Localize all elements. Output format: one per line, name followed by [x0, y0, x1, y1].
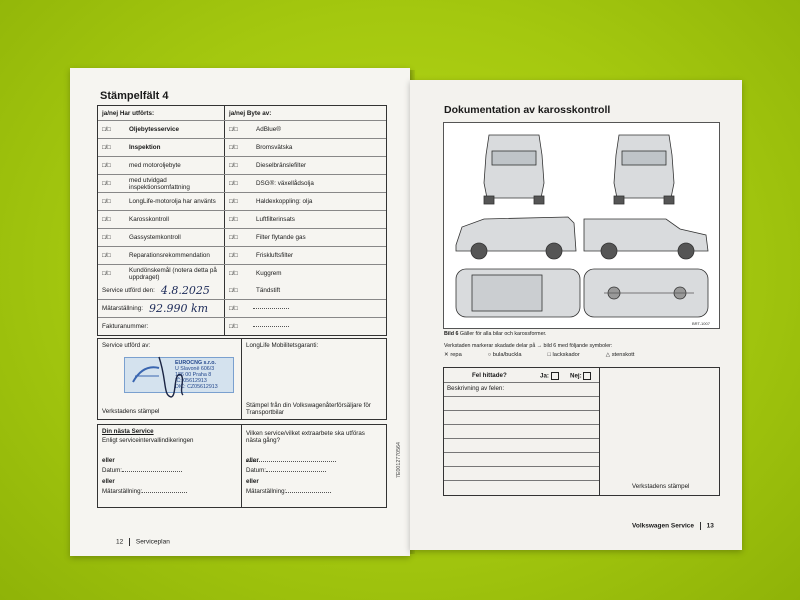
checkbox[interactable]: □/□: [102, 234, 111, 241]
row-right-label: Haldexkoppling: olja: [256, 198, 313, 205]
row-right-label: Dieselbränslefilter: [256, 162, 307, 169]
checkbox[interactable]: □/□: [229, 144, 238, 151]
datum-label: Datum:: [102, 467, 122, 474]
spark-cell: [225, 282, 386, 299]
col-left-header: ja/nej Har utförts:: [98, 106, 225, 120]
row-left-label: Kundönskemål (notera detta på uppdraget): [129, 266, 217, 281]
eller-label: eller: [102, 478, 115, 485]
checkbox[interactable]: □/□: [102, 180, 111, 187]
row-left-cell: [98, 139, 225, 156]
checkbox[interactable]: □/□: [229, 305, 238, 312]
blank-line[interactable]: [253, 308, 289, 309]
row-right-label: Bromsvätska: [256, 144, 293, 151]
mileage-row: [98, 300, 386, 318]
blank-line[interactable]: [253, 326, 289, 327]
row-right-cell: [225, 247, 386, 264]
row-right-cell: [225, 265, 386, 282]
table-row: [98, 247, 386, 265]
checkbox[interactable]: □/□: [229, 126, 238, 133]
service-by-cell: [98, 339, 242, 419]
stamp-company: EUROCNG s.r.o.: [175, 360, 216, 366]
checkbox[interactable]: □/□: [102, 270, 111, 277]
matar-field: [246, 488, 331, 495]
damage-form: [443, 367, 720, 496]
mileage-label: Mätarställning:: [102, 305, 143, 312]
caption-text: Gäller för alla bilar och karossformer.: [459, 331, 547, 337]
beskrivning-label: Beskrivning av felen:: [447, 385, 505, 392]
row-left-label: Reparationsrekommendation: [129, 252, 210, 259]
row-left-cell: [98, 211, 225, 228]
mileage-cell: [98, 300, 225, 317]
checkbox[interactable]: □/□: [229, 216, 238, 223]
row-right-cell: [225, 175, 386, 192]
checkbox[interactable]: □/□: [102, 252, 111, 259]
row-left-label: Gassystemkontroll: [129, 234, 181, 241]
row-left-cell: [98, 265, 225, 282]
stamp-line: DIČ: CZ05612913: [175, 384, 218, 390]
col-right-header: ja/nej Byte av:: [229, 109, 272, 117]
checkbox[interactable]: □/□: [229, 323, 238, 330]
nej-option[interactable]: [570, 372, 591, 380]
datum-label: Datum:: [246, 467, 266, 474]
checkbox[interactable]: □/□: [229, 162, 238, 169]
checkbox[interactable]: □/□: [102, 216, 111, 223]
eller-label: eller: [246, 478, 259, 485]
row-left-cell: [98, 157, 225, 174]
service-date-cell: [98, 282, 225, 299]
legend-stone: △ stenskott: [605, 352, 635, 358]
symbol-legend: [444, 352, 719, 358]
checkbox[interactable]: □/□: [229, 234, 238, 241]
row-right-cell: [225, 139, 386, 156]
stamp-box: [97, 338, 387, 420]
checkbox[interactable]: □/□: [229, 270, 238, 277]
table-row: [98, 211, 386, 229]
row-left-cell: [98, 175, 225, 192]
service-table: [97, 105, 387, 336]
blank-cell-1: [225, 300, 386, 317]
blank-cell-2: [225, 318, 386, 335]
table-row: [98, 175, 386, 193]
spark-label: Tändstift: [256, 287, 281, 294]
row-right-cell: [225, 193, 386, 210]
ja-option[interactable]: [540, 372, 559, 380]
row-left-cell: [98, 247, 225, 264]
next-right-text: Vilken service/vilket extraarbete ska utföras nästa gång?: [246, 430, 365, 444]
row-left-label: LongLife-motorolja har använts: [129, 198, 216, 205]
page-section: Serviceplan: [135, 538, 170, 546]
next-left-cell: [98, 425, 242, 507]
workshop-stamp-label: Verkstadens stämpel: [102, 408, 160, 415]
signature-icon: [153, 351, 189, 401]
ja-checkbox[interactable]: [551, 372, 559, 380]
checkbox[interactable]: □/□: [102, 198, 111, 205]
vw-stamp-label: Stämpel från din Volkswagenåterförsäljare för Transportbilar: [246, 402, 371, 416]
eller-label: eller: [102, 457, 115, 464]
table-row: [98, 157, 386, 175]
mileage-value[interactable]: 92.990 km: [148, 302, 209, 315]
table-header-row: [98, 106, 386, 121]
service-by-label: Service utförd av:: [102, 342, 151, 349]
service-date-label: Service utförd den:: [102, 287, 155, 294]
page-title: Stämpelfält 4: [100, 90, 169, 102]
checkbox[interactable]: □/□: [229, 252, 238, 259]
table-row: [98, 139, 386, 157]
next-title: Din nästa Service: [102, 428, 154, 435]
checkbox[interactable]: □/□: [102, 144, 111, 151]
next-right-cell: [242, 425, 386, 507]
fel-label: Fel hittade?: [472, 372, 507, 379]
datum-field: [102, 467, 182, 474]
instruction-text: Verkstaden markerar skadade delar på → bild 6 med följande symboler:: [444, 343, 613, 349]
page-number: 12: [116, 538, 124, 546]
legend-scratch: ✕ repa: [444, 352, 462, 358]
table-row: [98, 193, 386, 211]
checkbox[interactable]: □/□: [229, 287, 238, 294]
row-left-label: Oljebytesservice: [129, 126, 180, 133]
blank-line-next[interactable]: [246, 449, 336, 467]
matar-input[interactable]: [142, 492, 187, 493]
caption-bold: Bild 6: [444, 331, 459, 337]
damage-form-left: [444, 368, 600, 495]
longlife-cell: [242, 339, 386, 419]
page-title: Dokumentation av karosskontroll: [444, 104, 611, 116]
vehicle-diagram-icon: [444, 123, 719, 328]
left-footer: [116, 538, 170, 546]
stamp-line: U Slavoně 606/3: [175, 366, 215, 372]
ja-label: Ja:: [540, 372, 549, 380]
invoice-cell: [98, 318, 225, 335]
invoice-row: [98, 318, 386, 335]
brand-label: Volkswagen Service: [632, 522, 695, 530]
row-left-cell: [98, 193, 225, 210]
row-left-cell: [98, 121, 225, 138]
row-right-cell: [225, 229, 386, 246]
table-row: [98, 265, 386, 282]
nej-checkbox[interactable]: [583, 372, 591, 380]
fig-code: BRT-1007: [692, 321, 710, 326]
row-right-cell: [225, 157, 386, 174]
row-left-cell: [98, 229, 225, 246]
side-code: 7E0012770564: [396, 442, 402, 478]
service-date-row: [98, 282, 386, 300]
checkbox[interactable]: □/□: [229, 198, 238, 205]
invoice-label: Fakturanummer:: [102, 323, 149, 330]
row-left-label: med utvidgad inspektionsomfattning: [129, 176, 190, 191]
longlife-label: LongLife Mobilitetsgaranti:: [246, 342, 319, 349]
next-service-box: [97, 424, 387, 508]
eller-label: eller: [246, 457, 259, 464]
matar-input[interactable]: [286, 492, 331, 493]
row-left-label: Karosskontroll: [129, 216, 169, 223]
service-date-value[interactable]: 4.8.2025: [160, 284, 210, 297]
row-right-label: Luftfilterinsats: [256, 216, 295, 223]
row-right-label: Filter flytande gas: [256, 234, 306, 241]
checkbox[interactable]: □/□: [102, 162, 111, 169]
row-right-label: Friskluftsfilter: [256, 252, 294, 259]
row-left-label: med motoroljebyte: [129, 162, 181, 169]
legend-dent: ○ bula/buckla: [487, 352, 522, 358]
matar-label: Mätarställning:: [246, 488, 287, 495]
row-right-cell: [225, 211, 386, 228]
stamp-line: 186 00 Praha 8: [175, 372, 212, 378]
damage-form-right: [600, 368, 719, 495]
checkbox[interactable]: □/□: [102, 126, 111, 133]
nej-label: Nej:: [570, 372, 582, 380]
stamp-line: IČ: 05612913: [175, 378, 207, 384]
workshop-stamp-label: Verkstadens stämpel: [632, 483, 690, 490]
legend-paint: □ lackskador: [547, 352, 580, 358]
table-row: [98, 121, 386, 139]
left-page: [70, 68, 410, 556]
right-page: [410, 80, 742, 550]
matar-label: Mätarställning:: [102, 488, 143, 495]
datum-input[interactable]: [266, 471, 326, 472]
table-row: [98, 229, 386, 247]
matar-field: [102, 488, 187, 495]
right-footer: [632, 522, 714, 530]
checkbox[interactable]: □/□: [229, 180, 238, 187]
row-right-label: AdBlue®: [256, 126, 281, 133]
datum-input[interactable]: [122, 471, 182, 472]
row-left-label: Inspektion: [129, 144, 161, 151]
row-right-label: Kuggrem: [256, 270, 282, 277]
page-number: 13: [706, 522, 714, 530]
vehicle-figure: [443, 122, 720, 329]
row-right-cell: [225, 121, 386, 138]
next-left-text: Enligt serviceintervallindikeringen: [102, 437, 194, 444]
row-right-label: DSG®: växellådsolja: [256, 180, 314, 187]
datum-field: [246, 467, 326, 474]
fig-caption: [444, 331, 546, 337]
